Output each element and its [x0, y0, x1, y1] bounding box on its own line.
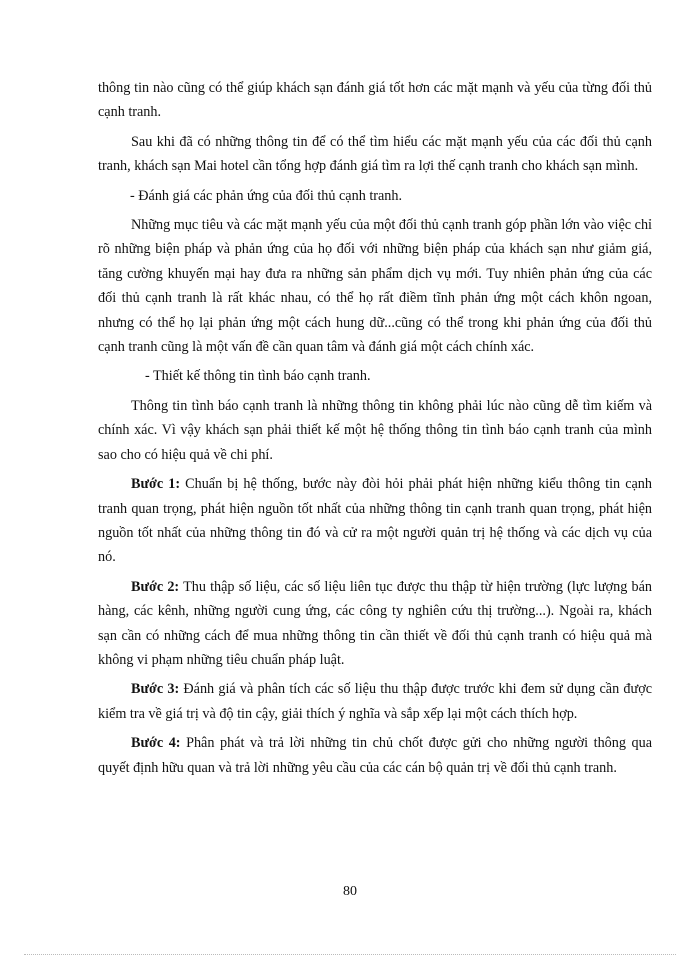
paragraph-competitive-advantage: Sau khi đã có những thông tin để có thể tìm hiểu các mặt mạnh yếu của các đối thủ cạnh tranh, khách sạn Mai hotel cần tổng hợp đánh giá tìm ra lợi thế cạnh tranh cho khách sạn mình.	[98, 133, 652, 175]
step-3-text: Đánh giá và phân tích các số liệu thu thập được trước khi đem sử dụng cần được kiểm tra về giá trị và độ tin cậy, giải thích ý nghĩa và sắp xếp lại một cách thích hợp.	[98, 681, 652, 722]
step-1-label: Bước 1:	[131, 476, 181, 493]
paragraph-continuation: thông tin nào cũng có thể giúp khách sạn đánh giá tốt hơn các mặt mạnh và yếu của từng đối thủ cạnh tranh.	[98, 80, 652, 121]
step-1-text: Chuẩn bị hệ thống, bước này đòi hỏi phải phát hiện những kiểu thông tin cạnh tranh quan trọng, phát hiện nguồn tốt nhất của những thông tin cạnh tranh quan trọng, phát hiện nguồn tốt nhất của những thông tin đó và cử ra một người quản trị hệ thống và các dịch vụ của nó.	[98, 476, 652, 566]
step-4-label: Bước 4:	[131, 735, 181, 752]
step-1-paragraph	[98, 472, 652, 570]
page-bottom-divider	[24, 954, 676, 955]
page-number: 80	[343, 884, 357, 899]
paragraph-intelligence-info: Thông tin tình báo cạnh tranh là những thông tin không phải lúc nào cũng dễ tìm kiếm và chính xác. Vì vậy khách sạn phải thiết kế một hệ thống thông tin tình báo cạnh tranh của mình sao cho có hiệu quả về chi phí.	[98, 397, 652, 463]
paragraph-competitor-reactions: Những mục tiêu và các mặt mạnh yếu của một đối thủ cạnh tranh góp phần lớn vào việc chỉ rõ những biện pháp và phản ứng của họ đối với những biện pháp của khách sạn như giảm giá, tăng cường khuyến mại hay đưa ra những sản phẩm dịch vụ mới. Tuy nhiên phản ứng của các đối thủ cạnh tranh là rất khác nhau, có thể họ rất điềm tĩnh phản ứng một cách khôn ngoan, nhưng có thể họ lại phản ứng một cách hung dữ...cũng có thể trong khi phản ứng của đối thủ cạnh tranh cũng là một vấn đề cần quan tâm và đánh giá một cách chính xác.	[98, 217, 652, 356]
step-4-paragraph	[98, 731, 652, 780]
step-2-paragraph	[98, 575, 652, 673]
subheading-evaluate-reactions: - Đánh giá các phản ứng của đối thủ cạnh tranh.	[130, 187, 403, 204]
step-2-text: Thu thập số liệu, các số liệu liên tục được thu thập từ hiện trường (lực lượng bán hàng, các kênh, những người cung ứng, các công ty nghiên cứu thị trường...). Ngoài ra, khách sạn cần có những cách để mua những thông tin cần thiết về đối thủ cạnh tranh có hiệu quả mà không vi phạm những tiêu chuẩn pháp luật.	[98, 578, 652, 668]
subheading-intelligence-design: - Thiết kế thông tin tình báo cạnh tranh.	[145, 368, 371, 385]
step-3-label: Bước 3:	[131, 681, 180, 698]
step-3-paragraph	[98, 677, 652, 726]
step-4-text: Phân phát và trả lời những tin chủ chốt được gửi cho những người thông qua quyết định hữu quan và trả lời những yêu cầu của các cán bộ quản trị về đối thủ cạnh tranh.	[98, 735, 652, 776]
step-2-label: Bước 2:	[131, 578, 180, 595]
